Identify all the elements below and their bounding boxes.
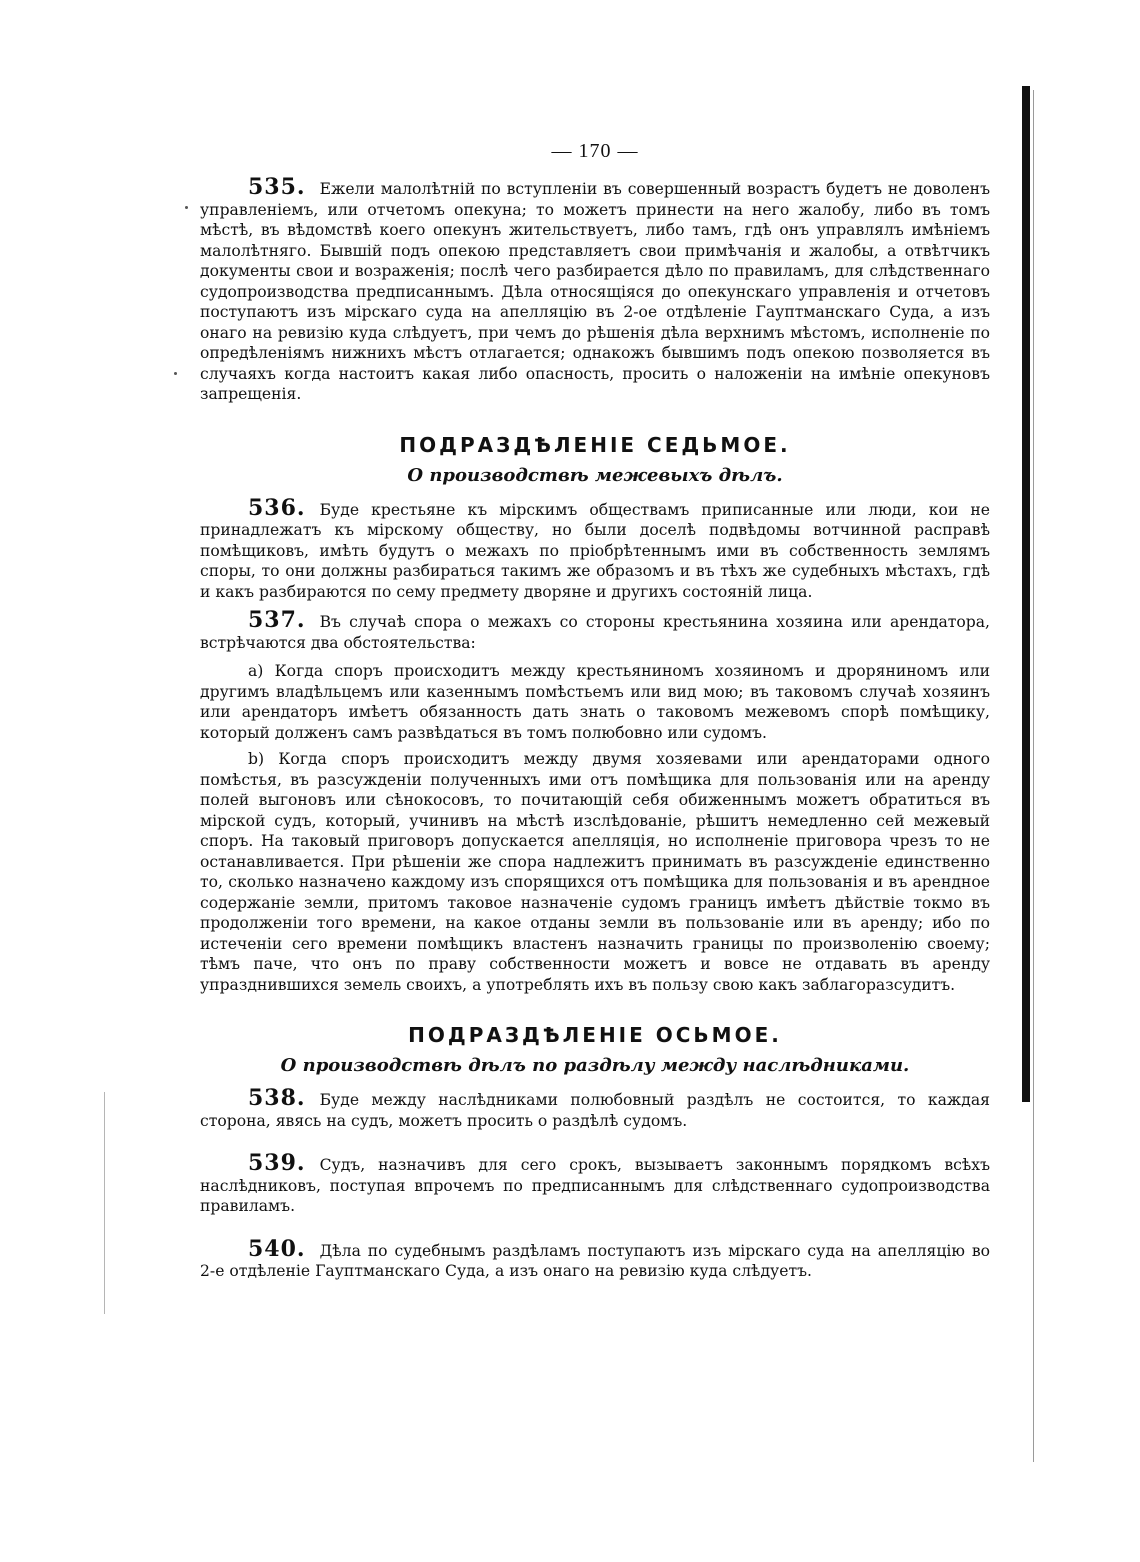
scan-speck (174, 372, 177, 375)
article-540 (200, 1235, 990, 1282)
article-number: 535. (248, 174, 306, 200)
section-heading-seventh: ПОДРАЗДѢЛЕНІЕ СЕДЬМОЕ. (399, 432, 791, 457)
section-heading-eighth: ПОДРАЗДѢЛЕНІЕ ОСЬМОЕ. (408, 1023, 782, 1047)
article-number: 536. (248, 494, 306, 521)
text-column (200, 140, 990, 1290)
article-text: Буде крестьяне къ мірскимъ обществамъ приписанные или люди, кои не принадлежатъ къ мірскому обществу, но были доселѣ подвѣдомы вотчинной расправѣ помѣщиковъ, имѣть будутъ о межахъ по пріобрѣтеннымъ ими въ собственность землямъ споры, то они должны разбираться такимъ же образомъ и въ тѣхъ же судебныхъ мѣстахъ, гдѣ и какъ разбираются по сему предмету дворяне и другихъ состояній лица. (200, 500, 990, 601)
page-number: — 170 — (551, 140, 639, 162)
article-text: Судъ, назначивъ для сего срокъ, вызываетъ законнымъ порядкомъ всѣхъ наслѣдниковъ, поступая впрочемъ по предписаннымъ для слѣдственнаго судопроизводства правиламъ. (200, 1156, 990, 1215)
article-535 (200, 174, 990, 405)
article-536 (200, 494, 990, 603)
article-text: Дѣла по судебнымъ раздѣламъ поступаютъ изъ мірскаго суда на апелляцію во 2-е отдѣленіе Гауптманскаго Суда, а изъ онаго на ревизію куда слѣдуетъ. (200, 1241, 990, 1280)
article-text: Буде между наслѣдниками полюбовный раздѣлъ не состоится, то каждая сторона, явясь на судъ, можетъ просить о раздѣлѣ судомъ. (200, 1091, 990, 1130)
article-text: Въ случаѣ спора о межахъ со стороны крестьянина хозяина или арендатора, встрѣчаются два обстоятельства: (200, 613, 990, 652)
left-margin-line (104, 1092, 105, 1314)
article-537-subparagraph-a: a) Когда споръ происходитъ между крестьяниномъ хозяиномъ и дроряниномъ или другимъ владѣльцемъ или казеннымъ помѣстьемъ или вид мою; въ таковомъ случаѣ хозяинъ или арендаторъ имѣетъ обязанность дать знать о таковомъ межевомъ спорѣ помѣщику, который долженъ самъ развѣдаться въ томъ полюбовно или судомъ. (200, 662, 990, 742)
article-number: 540. (248, 1235, 306, 1262)
section-subtitle-eighth: О производствѣ дѣлъ по раздѣлу между наслѣдниками. (280, 1055, 910, 1076)
article-text: Ежели малолѣтній по вступленіи въ совершенный возрастъ будетъ не доволенъ управленіемъ, или отчетомъ опекуна; то можетъ принести на него жалобу, либо въ томъ мѣстѣ, въ вѣдомствѣ коего опекунъ жительствуетъ, либо тамъ, гдѣ онъ управлялъ имѣніемъ малолѣтняго. Бывшій подъ опекою представляетъ свои примѣчанія и жалобы, а отвѣтчикъ документы свои и возраженія; послѣ чего разбирается дѣло по правиламъ, для слѣдственнаго судопроизводства предписаннымъ. Дѣла относящіяся до опекунскаго управленія и отчетовъ поступаютъ изъ мірскаго суда на апелляцію въ 2-ое отдѣленіе Гауптманскаго Суда, а изъ онаго на ревизію куда слѣдуетъ, при чемъ до рѣшенія дѣла верхнимъ мѣстомъ, исполненіе по опредѣленіямъ нижнихъ мѣстъ отлагается; однакожъ бывшимъ подъ опекою позволяется въ случаяхъ когда настоитъ какая либо опасность, просить о наложеніи на имѣніе опекуновъ запрещенія. (200, 180, 990, 403)
article-537 (200, 607, 990, 653)
scan-speck (185, 206, 188, 209)
article-539 (200, 1150, 990, 1217)
article-number: 538. (248, 1085, 306, 1111)
binding-edge-line (1033, 90, 1034, 1462)
article-537-subparagraph-b: b) Когда споръ происходитъ между двумя хозяевами или арендаторами одного помѣстья, въ разсужденіи полученныхъ ими отъ помѣщика для пользованія или на аренду полей выгоновъ или сѣнокосовъ, то почитающій себя обиженнымъ можетъ обратиться въ мірской судъ, который, учинивъ на мѣстѣ изслѣдованіе, рѣшитъ немедленно сей межевый споръ. На таковый приговоръ допускается апелляція, но исполненіе приговора чрезъ то не останавливается. При рѣшеніи же спора надлежитъ принимать въ разсужденіе единственно то, сколько назначено каждому изъ спорящихся отъ помѣщика для пользованія и въ арендное содержаніе земли, притомъ таковое назначеніе судомъ границъ имѣетъ дѣйствіе токмо въ продолженіи того времени, на какое отданы земли въ пользованіе или въ аренду; ибо по истеченіи сего времени помѣщикъ властенъ назначить границы по произволенію своему; тѣмъ паче, что онъ по праву собственности можетъ и вовсе не отдавать въ аренду упразднившихся земель своихъ, а употреблять ихъ въ пользу свою какъ заблагоразсудитъ. (200, 750, 990, 994)
binding-edge-bar (1022, 86, 1030, 1102)
article-number: 539. (248, 1150, 306, 1176)
article-number: 537. (248, 607, 306, 633)
section-subtitle-seventh: О производствѣ межевыхъ дѣлъ. (407, 464, 783, 486)
article-538 (200, 1085, 990, 1131)
